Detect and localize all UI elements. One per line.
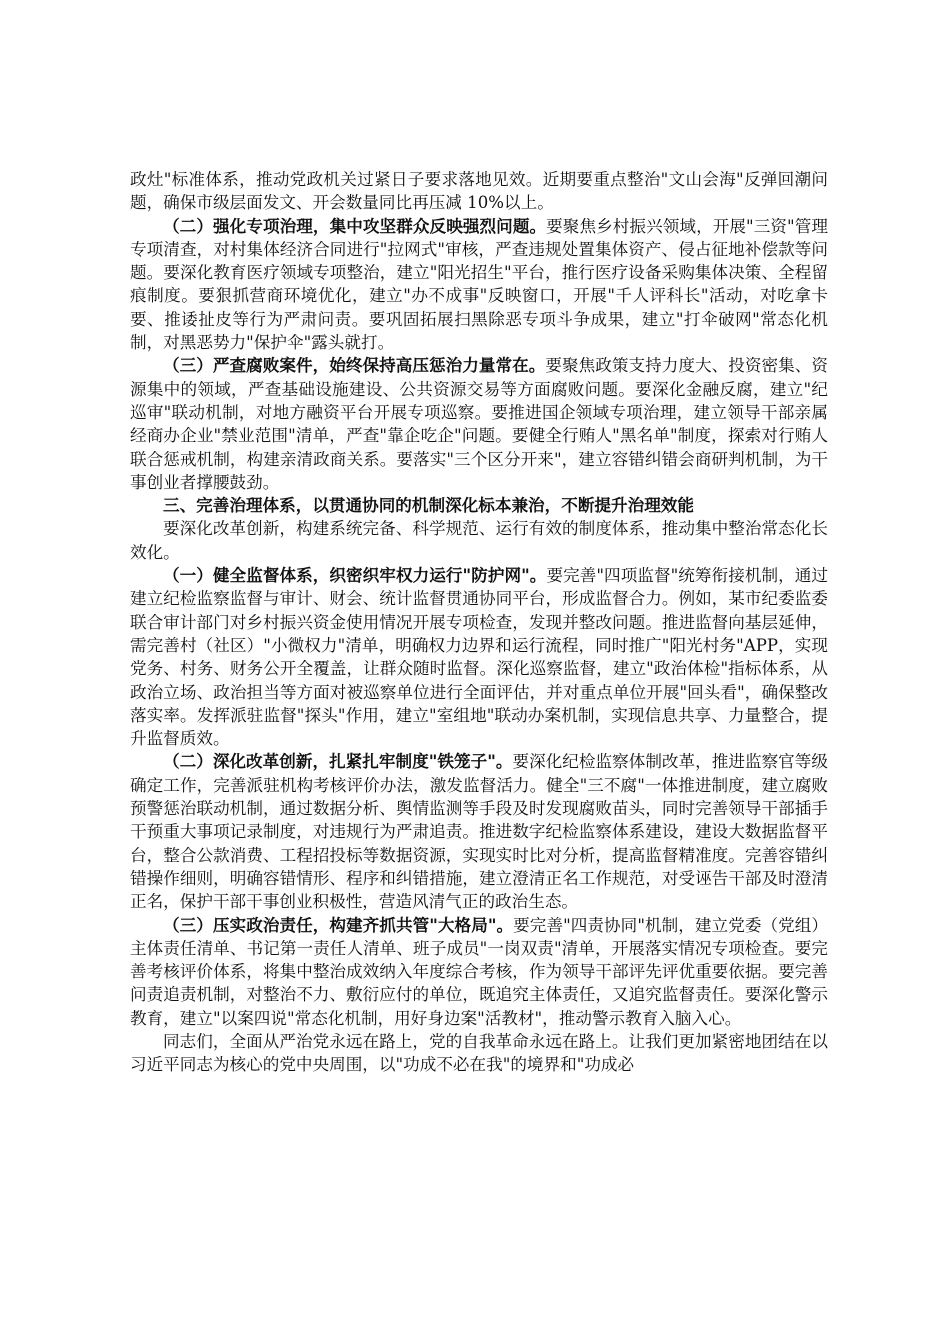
section-intro-paragraph: 要深化改革创新，构建系统完备、科学规范、运行有效的制度体系，推动集中整治常态化长效化。 — [130, 519, 828, 562]
item-heading: （一）健全监督体系，织密织牢权力运行"防护网"。 — [163, 565, 547, 586]
item-body: 要完善"四责协同"机制，建立党委（党组）主体责任清单、书记第一责任人清单、班子成员"一岗双责"清单，开展落实情况专项检查。要完善考核评价体系，将集中整治成效纳入年度综合考核，作为领导干部评先评优重要依据。要完善问责追责机制，对整治不力、敷衍应付的单位，既追究主体责任，又追究监督责任。要深化警示教育，建立"以案四说"常态化机制，用好身边案"活教材"，推动警示教育入脑入心。 — [130, 915, 828, 1028]
item-heading: （二）深化改革创新，扎紧扎牢制度"铁笼子"。 — [163, 751, 513, 772]
section-item-paragraph-3 — [130, 914, 828, 1030]
section-item-paragraph-2 — [130, 750, 828, 913]
item-body: 要深化纪检监察体制改革，推进监察官等级确定工作，完善派驻机构考核评价办法，激发监督活力。健全"三不腐"一体推进制度，建立腐败预警惩治联动机制，通过数据分析、舆情监测等手段及时发现腐败苗头，同时完善领导干部插手干预重大事项记录制度，对违规行为严肃追责。推进数字纪检监察体系建设，建设大数据监督平台，整合公款消费、工程招投标等数据资源，实现实时比对分析，提高监督精准度。完善容错纠错操作细则，明确容错情形、程序和纠错措施，建立澄清正名工作规范，对受诬告干部及时澄清正名，保护干部干事创业积极性，营造风清气正的政治生态。 — [130, 752, 828, 912]
item-body: 要聚焦政策支持力度大、投资密集、资源集中的领域，严查基础设施建设、公共资源交易等方面腐败问题。要深化金融反腐，建立"纪巡审"联动机制，对地方融资平台开展专项巡察。要推进国企领域专项治理，建立领导干部亲属经商办企业"禁业范围"清单，严查"靠企吃企"问题。要健全行贿人"黑名单"制度，探索对行贿人联合惩戒机制，构建亲清政商关系。要落实"三个区分开来"，建立容错纠错会商研判机制，为干事创业者撑腰鼓劲。 — [130, 356, 829, 492]
item-heading: （二）强化专项治理，集中攻坚群众反映强烈问题。 — [163, 215, 547, 236]
document-page — [130, 168, 828, 1077]
section-heading: 三、完善治理体系，以贯通协同的机制深化标本兼治，不断提升治理效能 — [163, 495, 694, 516]
item-paragraph-3 — [130, 354, 828, 494]
section-item-paragraph-1 — [130, 564, 828, 750]
item-body: 要完善"四项监督"统筹衔接机制，通过建立纪检监察监督与审计、财会、统计监督贯通协同平台，形成监督合力。例如，某市纪委监委联合审计部门对乡村振兴资金使用情况开展专项检查，发现并整改问题。推进监督向基层延伸，需完善村（社区）"小微权力"清单，明确权力边界和运行流程，同时推广"阳光村务"APP，实现党务、村务、财务公开全覆盖，让群众随时监督。深化巡察监督，建立"政治体检"指标体系，从政治立场、政治担当等方面对被巡察单位进行全面评估，并对重点单位开展"回头看"，确保整改落实率。发挥派驻监督"探头"作用，建立"室组地"联动办案机制，实现信息共享、力量整合，提升监督质效。 — [130, 566, 828, 749]
item-paragraph-2 — [130, 215, 828, 355]
item-heading: （三）严查腐败案件，始终保持高压惩治力量常在。 — [163, 355, 546, 376]
continuation-paragraph: 政灶"标准体系，推动党政机关过紧日子要求落地见效。近期要重点整治"文山会海"反弹回潮问题，确保市级层面发文、开会数量同比再压减 10%以上。 — [130, 170, 828, 213]
closing-paragraph: 同志们，全面从严治党永远在路上，党的自我革命永远在路上。让我们更加紧密地团结在以习近平同志为核心的党中央周围，以"功成不必在我"的境界和"功成必 — [130, 1031, 828, 1075]
item-heading: （三）压实政治责任，构建齐抓共管"大格局"。 — [163, 914, 514, 935]
item-body: 要聚焦乡村振兴领域，开展"三资"管理专项清查，对村集体经济合同进行"拉网式"审核，严查违规处置集体资产、侵占征地补偿款等问题。要深化教育医疗领域专项整治，建立"阳光招生"平台，推行医疗设备采购集体决策、全程留痕制度。要狠抓营商环境优化，建立"办不成事"反映窗口，开展"千人评科长"活动，对吃拿卡要、推诿扯皮等行为严肃问责。要巩固拓展扫黑除恶专项斗争成果，建立"打伞破网"常态化机制，对黑恶势力"保护伞"露头就打。 — [130, 216, 829, 353]
